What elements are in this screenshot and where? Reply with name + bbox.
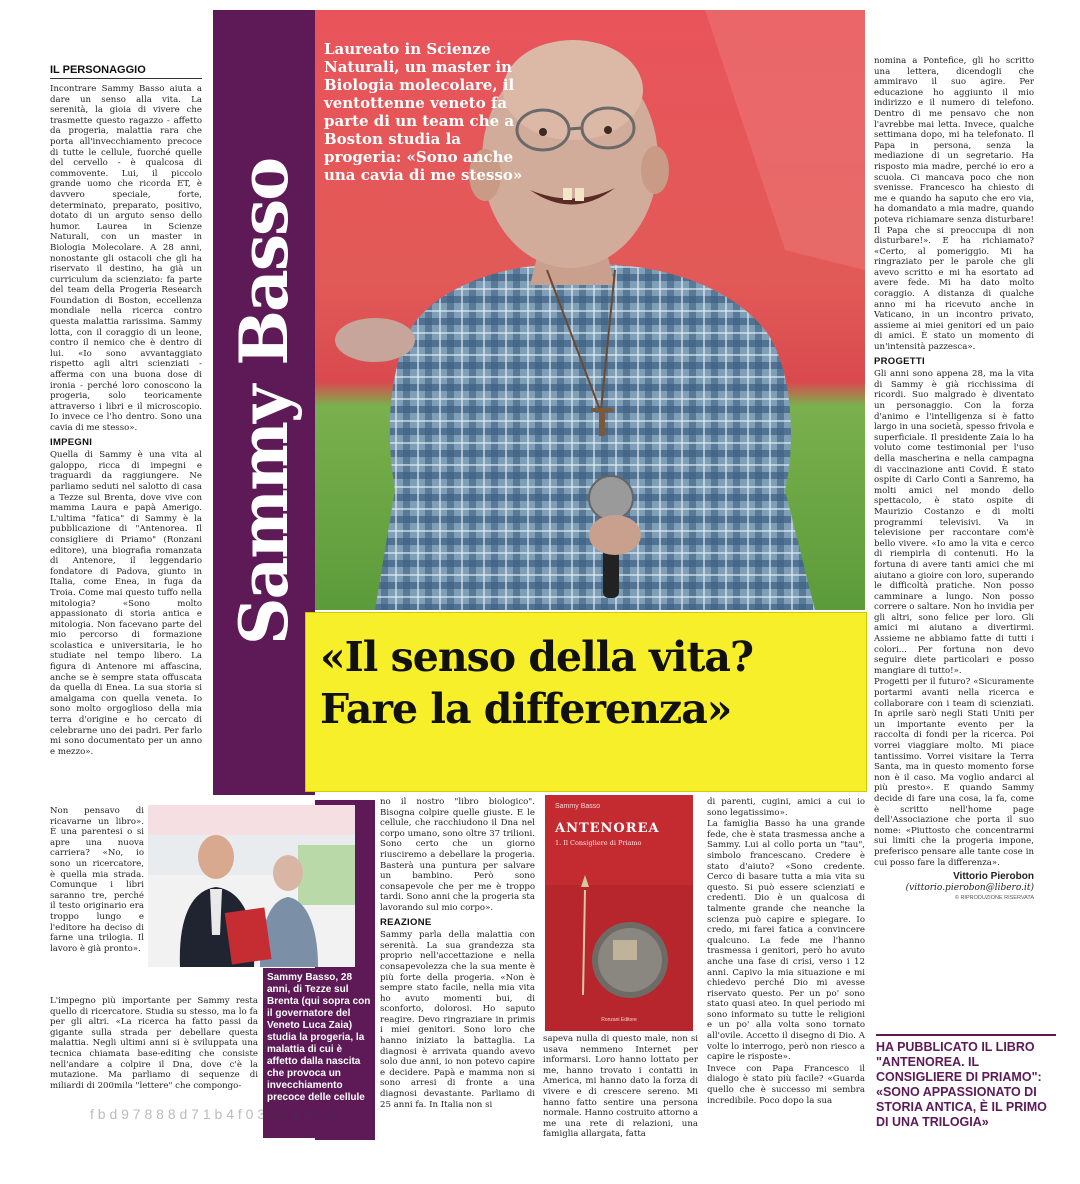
section-heading-reazione: REAZIONE	[380, 916, 432, 928]
article-column-1	[50, 84, 202, 804]
headline-box	[305, 612, 867, 792]
watermark: f b d 9 7 8 8 8 d 7 1 b 4 f 0 3 a 2 a 4 c 6	[90, 1106, 335, 1122]
headline-line-2: Fare la differenza»	[320, 685, 732, 733]
secondary-photo	[148, 805, 355, 967]
book-title: ANTENOREA	[555, 821, 660, 836]
author-email: (vittorio.pierobon@libero.it)	[905, 882, 1034, 893]
subject-name: Sammy Basso	[225, 158, 303, 646]
photo-caption: Sammy Basso, 28 anni, di Tezze sul Brenta (qui sopra con il governatore del Veneto Luca Zaia) studia la progeria, la malattia di cui è affetto dalla nascita che provoca un invecchiamento precoce delle cellule	[263, 968, 375, 1138]
article-paragraph: Non pensavo di ricavarne un libro». È una parentesi o si apre una nuova carriera? «No, io sono un ricercatore, è quella mia strada. Comunque i libri saranno tre, perché il testo originario era troppo lungo e l'editore ha deciso di farne una trilogia. Il lavoro è già pronto».	[50, 806, 144, 954]
article-paragraph: Quella di Sammy è una vita al galoppo, ricca di impegni e traguardi da raggiungere. Ne parliamo seduti nel salotto di casa a Tezze sul Brenta, dove vive con mamma Laura e papà Amerigo. L'ultima "fatica" di Sammy è la pubblicazione di "Antenorea. Il consigliere di Priamo" (Ronzani editore), una biografia romanzata di Antenore, il leggendario fondatore di Padova, giunto in Italia, come Enea, in fuga da Troia. Come mai questo tuffo nella mitologia? «Sono molto appassionato di storia antica e mitologia. Non facevano parte del mio percorso di formazione scolastica e universitaria, le ho studiate nel tempo libero. La figura di Antenore mi affascina, anche se è sempre stata offuscata da quella di Enea. La sua storia si amalgama con quella veneta. Io sono molto orgoglioso della mia terra d'origine e ho cercato di celebrarne uno dei padri. Per farlo mi sono documentato per un anno e mezzo».	[50, 450, 202, 757]
name-band-title	[213, 10, 315, 795]
photo-with-governor	[148, 805, 355, 967]
article-paragraph: sapeva nulla di questo male, non si usava nemmeno Internet per informarsi. Loro hanno lottato per me, hanno trovato i contatti in America, mi hanno dato la forza di vivere e di crescere sereno. Mi hanno fatto sentire una persona normale. Hanno costruito attorno a me una rete di relazioni, una famiglia allargata, fatta	[543, 1034, 698, 1140]
article-column-3	[543, 1034, 698, 1140]
article-paragraph: nomina a Pontefice, gli ho scritto una lettera, dicendogli che ammiravo il suo agire. Per educazione ho aggiunto il mio indirizzo e il numero di telefono. Dentro di me pensavo che non l'avrebbe mai letta. Invece, qualche settimana dopo, mi ha telefonato. Il Papa in persona, senza la mediazione di un segretario. Ha risposto mia madre, perché io ero a scuola. Ci mancava poco che non svenisse. Francesco ha chiesto di me e quando ha saputo che ero via, ha domandato a mia madre, quando poteva richiamare senza disturbare! Il Papa che si preoccupa di non disturbare!». E ha richiamato? «Certo, al pomeriggio. Mi ha ringraziato per le parole che gli avevo scritto e mi ha esortato ad avere fede. Mi ha dato molto coraggio. A distanza di qualche anno mi ha ricevuto anche in Vaticano, in un incontro privato, assieme ai miei genitori ed un paio di amici. È stato un momento di un'intensità pazzesca».	[874, 56, 1034, 353]
rights-notice: © RIPRODUZIONE RISERVATA	[954, 895, 1034, 902]
author-byline: Vittorio Pierobon	[953, 871, 1034, 883]
article-paragraph: Incontrare Sammy Basso aiuta a dare un senso alla vita. La serenità, la gioia di vivere che trasmette questo ragazzo - affetto da progeria, malattia rara che porta all'invecchiamento precoce di tutte le cellule, fuorché quelle del cervello - è qualcosa di commovente. Lui, il piccolo grande uomo che ricorda ET, è davvero speciale, forte, determinato, preparato, positivo, dotato di un arguto senso dello humor. Laurea in Scienze Naturali, con un master in Biologia Molecolare. A 28 anni, nonostante gli ostacoli che gli ha riservato il destino, ha già un curriculum da scienziato: fa parte del team della Progeria Research Foundation di Boston, eccellenza mondiale nella ricerca contro questa malattia rarissima. Sammy lotta, con il coraggio di un leone, contro il nemico che è dentro di lui. «Io sono avvantaggiato rispetto agli altri scienziati - afferma con una buona dose di ironia - perché loro conoscono la progeria, solo teoricamente attraverso i libri e il microscopio. Io invece ce l'ho dentro. Sono una cavia di me stesso».	[50, 84, 202, 433]
section-heading-progetti: PROGETTI	[874, 355, 925, 367]
article-paragraph: no il nostro "libro biologico". Bisogna colpire quelle giuste. E le cellule, che racchiudono il Dna nel corpo umano, sono oltre 37 trilioni. Sono certo che un giorno riusciremo a debellare la progeria. Basterà una puntura per salvare un bambino. Però sono consapevole che per me è troppo tardi. Sono anni che la progeria sta lavorando sul mio corpo».	[380, 797, 535, 913]
article-paragraph: Gli anni sono appena 28, ma la vita di Sammy è già ricchissima di ricordi. Suo malgrado è diventato un personaggio. Con la forza d'animo e l'intelligenza si è fatto largo in una società, spesso frivola e superficiale. Il presidente Zaia lo ha voluto come testimonial per l'uso della mascherina e nella campagna di vaccinazione anti Covid. È stato ospite di Carlo Conti a Sanremo, ha molti amici nel mondo dello spettacolo, è stato ospite di Maurizio Costanzo e di molti programmi televisivi. Va in televisione per raccontare com'è bello vivere. «Io amo la vita e cerco di riempirla di contenuti. Ho la fortuna di avere tanti amici che mi aiutano a gioire con loro, superando le difficoltà pratiche. Non posso camminare a lungo. Non posso correre o saltare. Non ho invidia per gli altri, sono felice per loro. Gli amici mi aiutano a divertirmi. Assieme ne abbiamo fatte di tutti i colori... Per fortuna non devo seguire diete particolari e posso mangiare di tutto!».	[874, 369, 1034, 676]
intro-blurb: Laureato in Scienze Naturali, un master in Biologia molecolare, il ventottenne veneto fa parte di un team che a Boston studia la progeria: «Sono anche una cavia di me stesso»	[324, 40, 523, 184]
section-heading-impegni: IMPEGNI	[50, 436, 93, 448]
book-cover	[545, 795, 693, 1031]
article-column-5	[874, 56, 1034, 1016]
article-paragraph: La famiglia Basso ha una grande fede, che è stata trasmessa anche a Sammy. Lui al collo porta un "tau", simbolo francescano. Credere è stato d'aiuto? «Sono credente. Cerco di basare tutta a mia vita su questo. Si può essere scienziati e credenti. Dio è un qualcosa di talmente grande che neanche la scienza può capire e spiegare. Io credo, mi farei fatica a convincere qualcuno. La fede me l'hanno trasmessa i genitori, però ho avuto anche una fase di crisi, verso i 12 anni. Capivo la mia situazione e mi chiedevo perché Dio mi avesse riservato questo. Per un po' sono stato quasi ateo. In quel periodo mi sono informato su tutte le religioni e un po' alla volta sono tornato all'ovile. Accetto il disegno di Dio. A volte lo interrogo, però non riesco a capire le risposte».	[707, 819, 865, 1063]
book-author: Sammy Basso	[555, 803, 601, 810]
article-paragraph: L'impegno più importante per Sammy resta quello di ricercatore. Studia su stesso, ma lo fa per gli altri. «La ricerca ha fatto passi da gigante sulla strada per debellare questa malattia. Negli ultimi anni si è sviluppata una tecnica chiamata base-editing che consiste nell'andare a colpire il Dna, dove c'è la mutazione. Ma parliamo di sequenze di miliardi di 200mila "lettere" che compongo-	[50, 996, 258, 1091]
article-column-1b	[50, 806, 144, 994]
pull-quote: HA PUBBLICATO IL LIBRO "ANTENOREA. IL CONSIGLIERE DI PRIAMO": «SONO APPASSIONATO DI STORIA ANTICA, È IL PRIMO DI UNA TRILOGIA»	[876, 1034, 1056, 1130]
article-column-2	[380, 797, 535, 1137]
article-column-4	[707, 797, 865, 1137]
article-paragraph: di parenti, cugini, amici a cui io sono legatissimo».	[707, 797, 865, 818]
section-kicker: IL PERSONAGGIO	[50, 64, 202, 79]
book-publisher: Ronzani Editore	[601, 1017, 637, 1023]
headline	[320, 631, 753, 735]
article-paragraph: Progetti per il futuro? «Sicuramente portarmi avanti nella ricerca e collaborare con i team di scienziati. In aprile sarò negli Stati Uniti per un importante evento per la raccolta di fondi per la ricerca. Poi vorrei viaggiare molto. Mi piace tantissimo. Vorrei visitare la Terra Santa, ma in questo momento forse non è il caso. Ma voglio andarci al più presto». E quando Sammy decide di fare una cosa, la fa, come è scritto nell'home page dell'Associazione che porta il suo nome: «Piuttosto che concentrarmi sui limiti che la progeria impone, preferisco pensare alle tante cose in cui posso fare la differenza».	[874, 677, 1034, 868]
book-subtitle: 1. Il Consigliere di Priamo	[555, 839, 642, 847]
article-paragraph: Sammy parla della malattia con serenità. La sua grandezza sta proprio nell'accettazione e nella consapevolezza che la sua mente è più forte della progeria. «Non è sempre stato facile, nella mia vita ho avuto momenti bui, di sconforto, dolorosi. Ho saputo reagire. Devo ringraziare in primis i miei genitori. Sono loro che hanno iniziato la battaglia. La diagnosi è arrivata quando avevo solo due anni, io non potevo capire e decidere. Papà e mamma non si sono arresi di fronte a una diagnosi devastante. Parliamo di 25 anni fa. In Italia non si	[380, 930, 535, 1110]
article-paragraph: Invece con Papa Francesco il dialogo è stato più facile? «Guarda quello che è successo mi sembra incredibile. Poco dopo la sua	[707, 1063, 865, 1106]
headline-line-1: «Il senso della vita?	[320, 633, 754, 681]
